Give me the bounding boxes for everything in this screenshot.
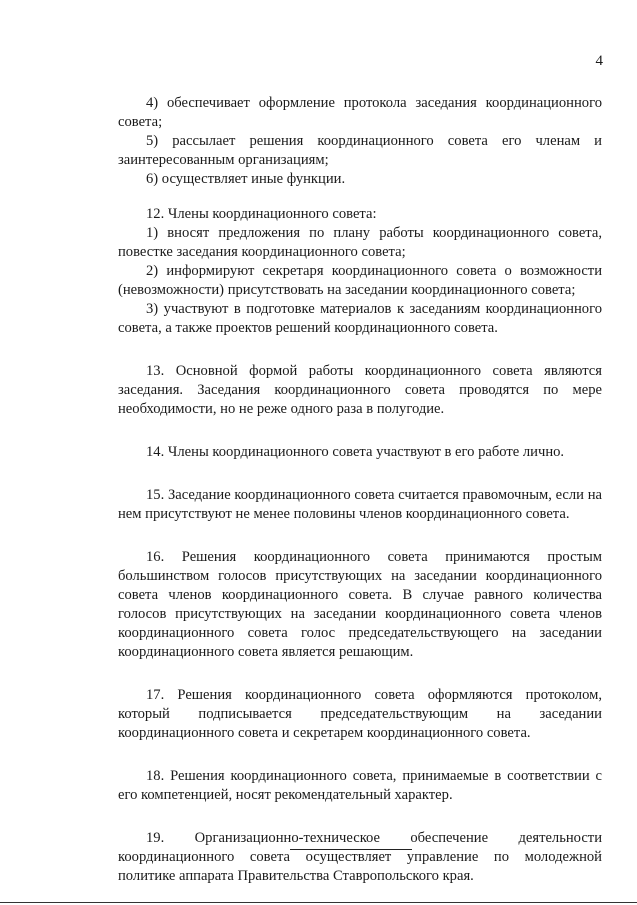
section-12-item-1: 1) вносят предложения по плану работы координационного совета, повестке заседания координационного совета; [118, 225, 602, 260]
section-12-item-2: 2) информируют секретаря координационного совета о возможности (невозможности) присутствовать на заседании координационного совета; [118, 263, 602, 298]
section-12-item-3: 3) участвуют в подготовке материалов к заседаниям координационного совета, а также проектов решений координационного совета. [118, 301, 602, 336]
paragraph-5-item: 5) рассылает решения координационного совета его членам и заинтересованным организациям; [118, 133, 602, 168]
section-19: 19. Организационно-техническое обеспечение деятельности координационного совета осуществляет управление по молодежной политике аппарата Правительства Ставропольского края. [118, 830, 602, 884]
section-13: 13. Основной формой работы координационного совета являются заседания. Заседания координационного совета проводятся по мере необходимости, но не реже одного раза в полугодие. [118, 363, 602, 417]
section-18: 18. Решения координационного совета, принимаемые в соответствии с его компетенцией, носят рекомендательный характер. [118, 768, 602, 803]
end-separator-line [290, 849, 412, 850]
paragraph-4-item: 4) обеспечивает оформление протокола заседания координационного совета; [118, 95, 602, 130]
section-15: 15. Заседание координационного совета считается правомочным, если на нем присутствуют не менее половины членов координационного совета. [118, 487, 602, 522]
page-number: 4 [595, 53, 603, 69]
section-17: 17. Решения координационного совета оформляются протоколом, который подписывается председательствующим на заседании координационного совета и секретарем координационного совета. [118, 687, 602, 741]
section-16: 16. Решения координационного совета принимаются простым большинством голосов присутствующих на заседании координационного совета членов координационного совета. В случае равного количества голосов присутствующих на заседании координационного совета членов координационного совета голос председательствующего на заседании координационного совета является решающим. [118, 549, 602, 660]
section-14: 14. Члены координационного совета участвуют в его работе лично. [146, 444, 565, 460]
document-body [118, 94, 602, 886]
paragraph-6-item: 6) осуществляет иные функции. [146, 171, 346, 187]
section-12-heading: 12. Члены координационного совета: [146, 206, 377, 222]
page-bottom-rule [0, 902, 637, 903]
